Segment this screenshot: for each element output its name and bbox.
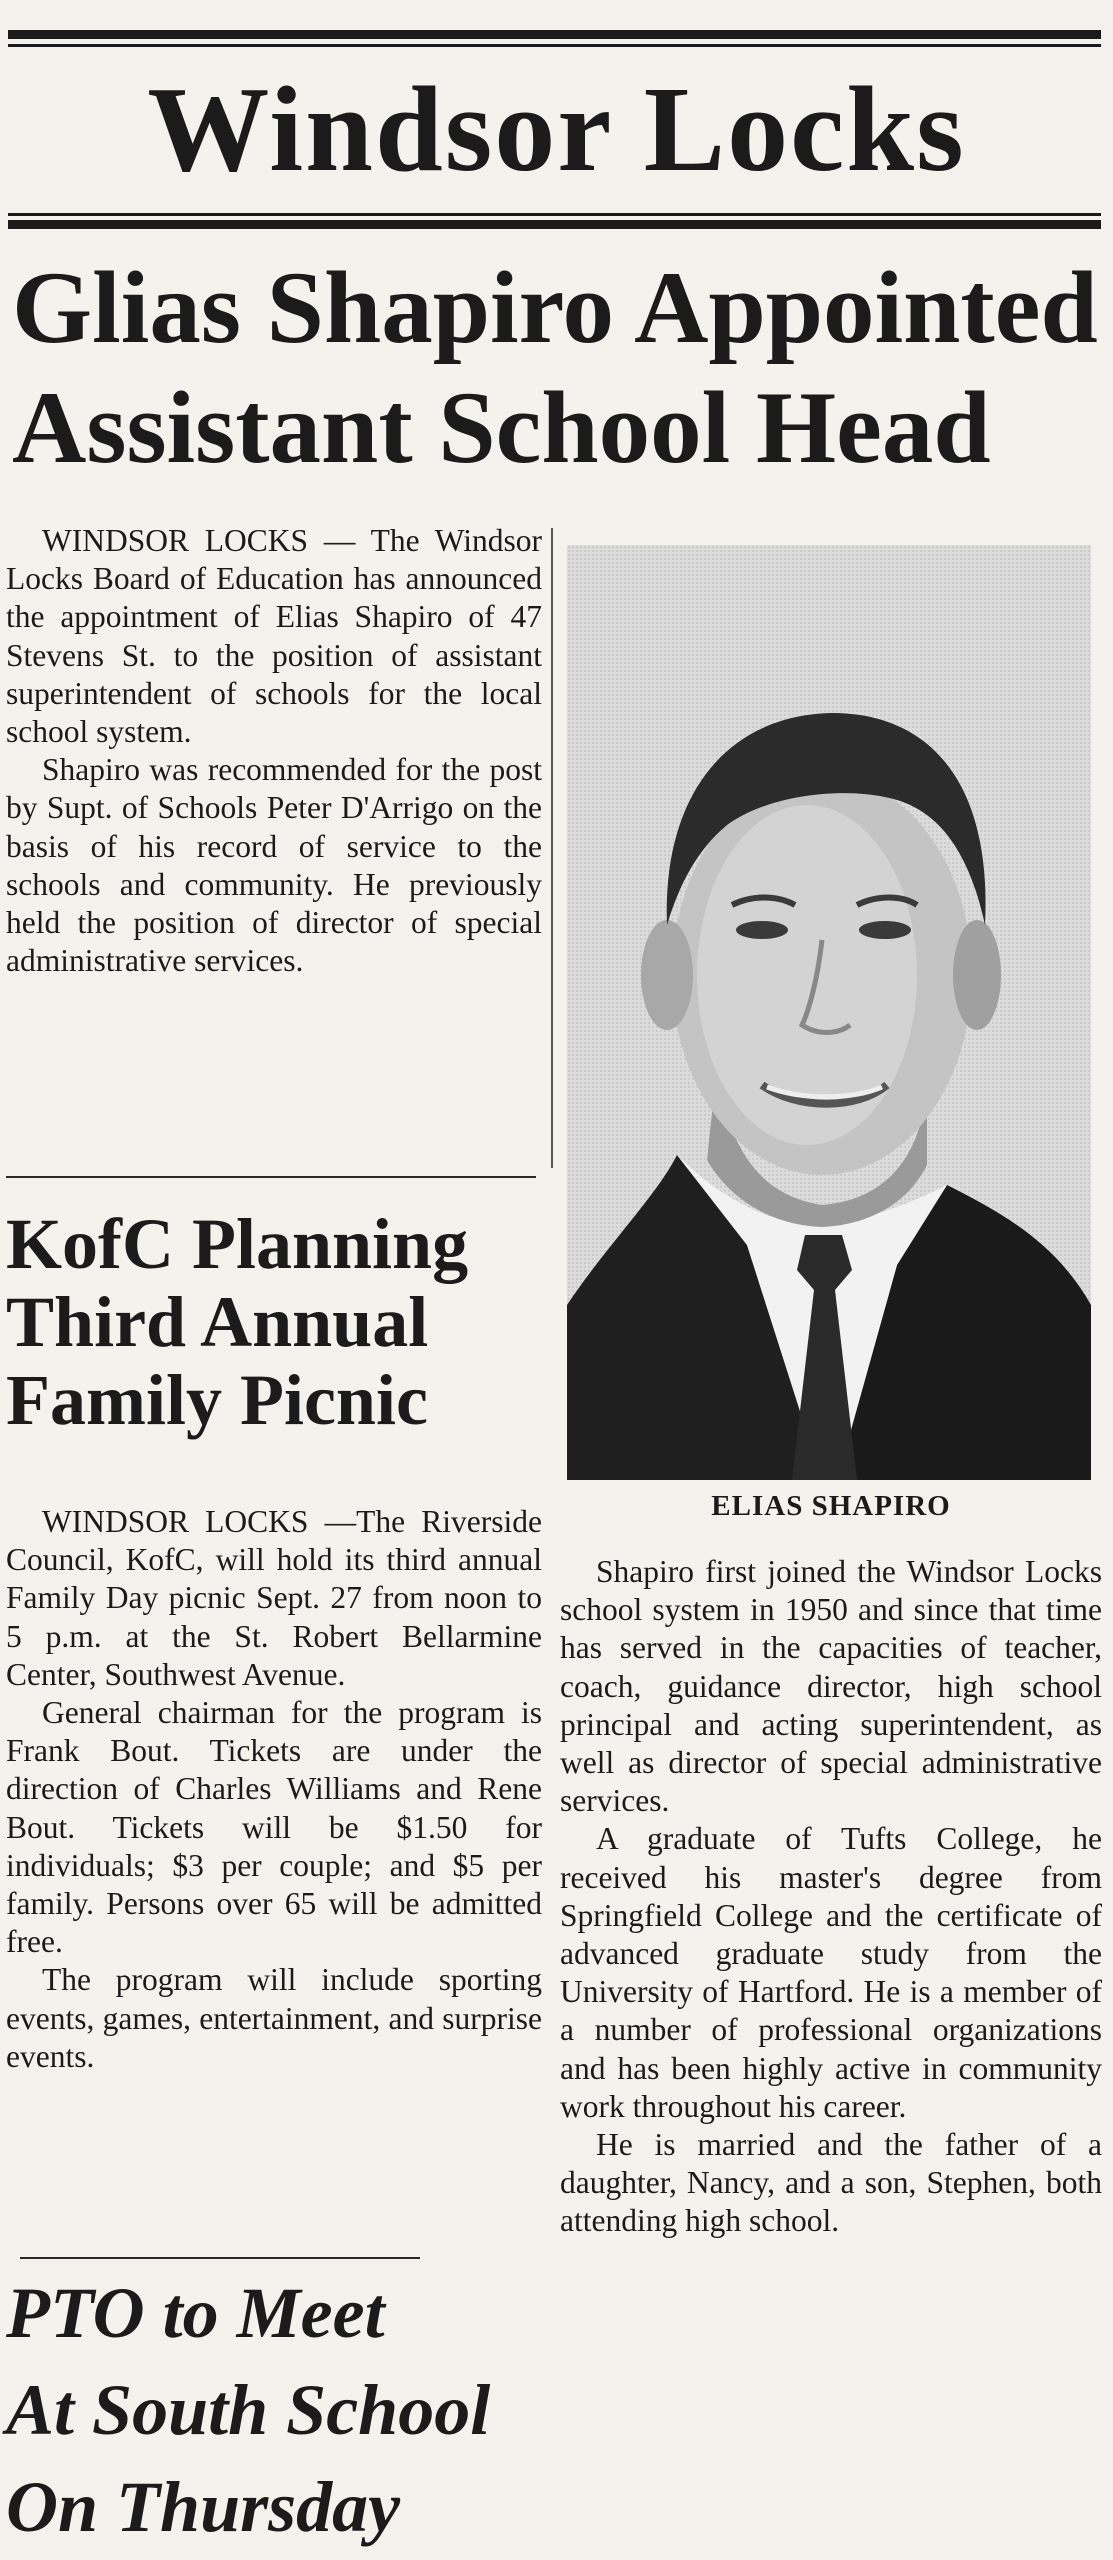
masthead-rule-thick	[8, 220, 1101, 229]
article-divider	[6, 1176, 536, 1178]
kofc-paragraph: WINDSOR LOCKS —The Riverside Council, KofC, will hold its third annual Family Day picnic Sept. 27 from noon to 5 p.m. at the St. Robert Bellarmine Center, Southwest Avenue.	[6, 1504, 542, 1692]
main-headline	[12, 248, 1107, 488]
top-rule-thin	[8, 44, 1101, 47]
kofc-paragraph: The program will include sporting events, games, entertainment, and surprise events.	[6, 1962, 542, 2074]
main-article-paragraph: He is married and the father of a daughter, Nancy, and a son, Stephen, both attending high school.	[560, 2127, 1102, 2239]
portrait-photo	[567, 545, 1091, 1480]
pto-headline-line1: PTO to Meet	[6, 2273, 385, 2353]
kofc-headline-line2: Third Annual	[6, 1282, 429, 1362]
kofc-headline-line1: KofC Planning	[6, 1204, 469, 1284]
main-headline-line2: Assistant School Head	[12, 371, 991, 485]
column-divider	[551, 528, 553, 1168]
portrait-illustration	[567, 545, 1091, 1480]
article-divider	[20, 2257, 420, 2259]
main-article-paragraph: Shapiro was recommended for the post by Supt. of Schools Peter D'Arrigo on the basis of his record of service to the schools and community. He previously held the position of director of special administrative services.	[6, 752, 542, 979]
main-article-paragraph: A graduate of Tufts College, he received his master's degree from Springfield College and the certificate of advanced graduate study from the University of Hartford. He is a member of a number of professional organizations and has been highly active in community work throughout his career.	[560, 1821, 1102, 2124]
pto-headline	[6, 2265, 542, 2556]
kofc-headline-line3: Family Picnic	[6, 1360, 428, 1440]
main-article-paragraph: Shapiro first joined the Windsor Locks school system in 1950 and since that time has served in the capacities of teacher, coach, guidance director, high school principal and acting superintendent, as well as director of special administrative services.	[560, 1554, 1102, 1819]
kofc-paragraph: General chairman for the program is Frank Bout. Tickets are under the direction of Charles Williams and Rene Bout. Tickets will be $1.50 for individuals; $3 per couple; and $5 per family. Persons over 65 will be admitted free.	[6, 1695, 542, 1960]
photo-caption: ELIAS SHAPIRO	[711, 1490, 951, 1522]
kofc-article-text	[6, 1503, 542, 2076]
main-article-left-text	[6, 522, 542, 980]
main-headline-line1: Glias Shapiro Appointed	[12, 251, 1098, 365]
section-title: Windsor Locks	[147, 62, 966, 197]
main-article-paragraph: WINDSOR LOCKS — The Windsor Locks Board of Education has announced the appointment of Elias Shapiro of 47 Stevens St. to the position of assistant superintendent of schools for the local school system.	[6, 523, 542, 750]
pto-headline-line3: On Thursday	[6, 2467, 401, 2547]
kofc-headline	[6, 1205, 542, 1439]
main-article-right-text	[560, 1553, 1102, 2241]
top-rule-thick	[8, 30, 1101, 39]
pto-headline-line2: At South School	[6, 2370, 491, 2450]
masthead-rule-thin	[8, 213, 1101, 216]
